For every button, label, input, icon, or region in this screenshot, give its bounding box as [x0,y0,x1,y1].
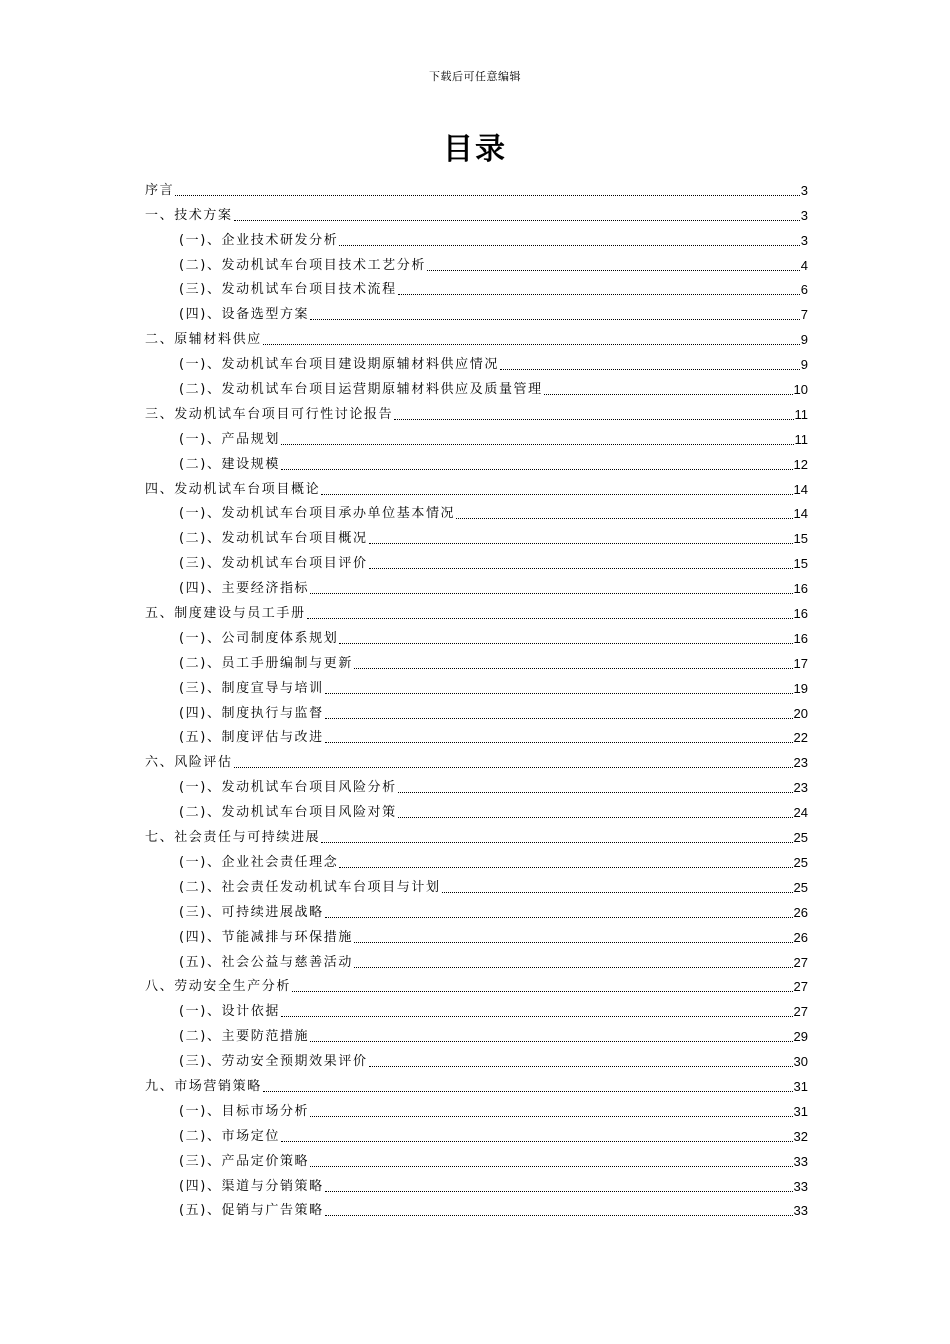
toc-page-number: 15 [793,556,808,572]
toc-leader-dots [325,917,793,918]
toc-entry-label: 七、社会责任与可持续进展 [145,830,321,846]
toc-page-number: 9 [800,332,808,348]
toc-entry[interactable] [145,423,808,448]
toc-page-number: 25 [793,854,808,870]
toc-entry[interactable] [145,572,808,597]
toc-entry[interactable] [145,796,808,821]
toc-leader-dots [321,842,792,843]
toc-page-number: 14 [793,506,808,522]
toc-entry-label: (一)、企业技术研发分析 [179,232,339,248]
toc-page-number: 16 [793,581,808,597]
toc-page-number: 3 [800,182,808,198]
toc-entry[interactable] [145,224,808,249]
toc-page-number: 11 [794,406,808,422]
toc-leader-dots [354,668,793,669]
toc-entry[interactable] [145,771,808,796]
toc-entry-label: (三)、劳动安全预期效果评价 [179,1054,368,1070]
toc-page-number: 26 [793,929,808,945]
toc-entry[interactable] [145,1120,808,1145]
toc-leader-dots [325,1215,793,1216]
toc-entry-label: (二)、社会责任发动机试车台项目与计划 [179,879,441,895]
toc-leader-dots [281,1016,793,1017]
toc-entry-label: 二、原辅材料供应 [145,332,262,348]
toc-page-number: 16 [793,630,808,646]
toc-entry-label: (二)、市场定位 [179,1128,280,1144]
toc-page-number: 17 [793,655,808,671]
toc-entry-label: (五)、社会公益与慈善活动 [179,954,353,970]
toc-entry[interactable] [145,1195,808,1220]
toc-leader-dots [325,742,793,743]
toc-entry[interactable] [145,498,808,523]
toc-entry-label: (一)、设计依据 [179,1004,280,1020]
toc-entry-label: 一、技术方案 [145,207,233,223]
toc-page-number: 14 [793,481,808,497]
toc-entry[interactable] [145,1170,808,1195]
toc-entry[interactable] [145,647,808,672]
toc-page-number: 20 [793,705,808,721]
toc-entry-label: (二)、发动机试车台项目风险对策 [179,805,397,821]
toc-page-number: 3 [800,232,808,248]
toc-entry[interactable] [145,995,808,1020]
toc-entry[interactable] [145,298,808,323]
toc-entry[interactable] [145,199,808,224]
toc-entry[interactable] [145,323,808,348]
toc-entry[interactable] [145,871,808,896]
toc-entry[interactable] [145,348,808,373]
toc-entry[interactable] [145,473,808,498]
toc-leader-dots [281,444,794,445]
toc-entry[interactable] [145,249,808,274]
toc-leader-dots [325,1191,793,1192]
toc-entry-label: (一)、企业社会责任理念 [179,854,339,870]
toc-page-number: 6 [800,282,808,298]
toc-leader-dots [281,469,793,470]
toc-page-number: 33 [793,1153,808,1169]
toc-entry-label: (四)、主要经济指标 [179,581,310,597]
toc-entry[interactable] [145,398,808,423]
toc-entry-label: (三)、可持续进展战略 [179,904,324,920]
toc-page-number: 33 [793,1178,808,1194]
toc-entry[interactable] [145,622,808,647]
toc-entry[interactable] [145,597,808,622]
toc-entry[interactable] [145,722,808,747]
toc-entry[interactable] [145,547,808,572]
toc-entry[interactable] [145,448,808,473]
toc-leader-dots [339,643,792,644]
toc-page-number: 12 [793,456,808,472]
toc-leader-dots [544,394,793,395]
header-note: 下载后可任意编辑 [429,70,521,83]
toc-leader-dots [310,319,800,320]
toc-entry[interactable] [145,697,808,722]
toc-page-number: 29 [793,1029,808,1045]
toc-page-number: 26 [793,904,808,920]
toc-entry-label: (三)、发动机试车台项目技术流程 [179,282,397,298]
toc-entry-label: 四、发动机试车台项目概论 [145,481,321,497]
toc-entry[interactable] [145,1020,808,1045]
toc-page-number: 7 [800,307,808,323]
toc-leader-dots [325,718,793,719]
toc-page-number: 30 [793,1054,808,1070]
toc-page-number: 9 [800,357,808,373]
toc-leader-dots [310,1041,792,1042]
toc-entry[interactable] [145,821,808,846]
toc-leader-dots [234,220,800,221]
toc-entry-label: (一)、目标市场分析 [179,1103,310,1119]
toc-entry-label: (一)、公司制度体系规划 [179,630,339,646]
toc-leader-dots [394,419,793,420]
toc-leader-dots [339,245,799,246]
toc-page-number: 27 [793,954,808,970]
toc-entry-label: (四)、制度执行与监督 [179,705,324,721]
toc-leader-dots [442,892,793,893]
toc-entry-label: (四)、节能减排与环保措施 [179,929,353,945]
toc-page-number: 23 [793,780,808,796]
toc-leader-dots [310,1166,792,1167]
toc-leader-dots [369,568,793,569]
toc-entry[interactable] [145,746,808,771]
toc-entry-label: (五)、制度评估与改进 [179,730,324,746]
toc-entry[interactable] [145,174,808,199]
toc-leader-dots [321,494,792,495]
toc-entry-label: (四)、设备选型方案 [179,307,310,323]
toc-page-number: 11 [794,431,808,447]
toc-entry[interactable] [145,1095,808,1120]
toc-leader-dots [500,369,800,370]
toc-entry-label: (二)、发动机试车台项目技术工艺分析 [179,257,426,273]
toc-leader-dots [292,991,793,992]
toc-page-number: 32 [793,1128,808,1144]
table-of-contents [145,174,808,1219]
toc-leader-dots [310,593,792,594]
toc-entry-label: (二)、发动机试车台项目概况 [179,531,368,547]
toc-leader-dots [398,817,793,818]
toc-entry[interactable] [145,921,808,946]
toc-entry[interactable] [145,672,808,697]
toc-page-number: 15 [793,531,808,547]
toc-entry[interactable] [145,274,808,299]
toc-entry[interactable] [145,1145,808,1170]
toc-entry[interactable] [145,373,808,398]
toc-page-number: 27 [793,979,808,995]
toc-entry[interactable] [145,522,808,547]
toc-page-number: 31 [793,1103,808,1119]
toc-leader-dots [456,518,792,519]
toc-entry-label: (三)、发动机试车台项目评价 [179,556,368,572]
toc-entry[interactable] [145,846,808,871]
toc-entry[interactable] [145,971,808,996]
toc-leader-dots [307,618,793,619]
toc-page-number: 23 [793,755,808,771]
toc-entry-label: 三、发动机试车台项目可行性讨论报告 [145,406,394,422]
toc-entry-label: 八、劳动安全生产分析 [145,979,292,995]
toc-page-number: 3 [800,207,808,223]
toc-page-number: 16 [793,606,808,622]
toc-page-number: 22 [793,730,808,746]
toc-page-number: 19 [793,680,808,696]
toc-entry-label: 九、市场营销策略 [145,1078,262,1094]
toc-leader-dots [234,767,793,768]
toc-entry-label: (二)、发动机试车台项目运营期原辅材料供应及质量管理 [179,382,543,398]
toc-page-number: 27 [793,1004,808,1020]
toc-leader-dots [354,942,793,943]
toc-page-number: 31 [793,1078,808,1094]
toc-leader-dots [398,792,793,793]
toc-entry-label: (五)、促销与广告策略 [179,1203,324,1219]
toc-leader-dots [369,1066,793,1067]
toc-leader-dots [325,693,793,694]
toc-entry[interactable] [145,1070,808,1095]
toc-leader-dots [369,543,793,544]
toc-entry-label: 五、制度建设与员工手册 [145,606,306,622]
toc-entry-label: (一)、发动机试车台项目建设期原辅材料供应情况 [179,357,499,373]
toc-entry-label: (二)、建设规模 [179,456,280,472]
toc-entry-label: (三)、制度宣导与培训 [179,680,324,696]
page-title: 目录 [443,132,507,167]
toc-entry-label: (一)、发动机试车台项目承办单位基本情况 [179,506,456,522]
toc-entry[interactable] [145,946,808,971]
toc-leader-dots [281,1141,793,1142]
toc-leader-dots [310,1116,792,1117]
toc-leader-dots [263,1091,793,1092]
toc-page-number: 33 [793,1203,808,1219]
toc-leader-dots [427,270,800,271]
toc-leader-dots [175,195,800,196]
toc-leader-dots [398,294,800,295]
toc-entry-label: (一)、产品规划 [179,431,280,447]
toc-page-number: 25 [793,879,808,895]
toc-leader-dots [263,344,800,345]
toc-page-number: 25 [793,830,808,846]
toc-leader-dots [354,967,793,968]
toc-entry-label: (三)、产品定价策略 [179,1153,310,1169]
toc-entry[interactable] [145,896,808,921]
toc-entry-label: (二)、员工手册编制与更新 [179,655,353,671]
toc-entry-label: 序言 [145,182,175,198]
toc-page-number: 24 [793,805,808,821]
toc-page-number: 4 [800,257,808,273]
toc-entry-label: (二)、主要防范措施 [179,1029,310,1045]
toc-entry-label: (四)、渠道与分销策略 [179,1178,324,1194]
toc-page-number: 10 [793,382,808,398]
toc-entry-label: (一)、发动机试车台项目风险分析 [179,780,397,796]
toc-leader-dots [339,867,792,868]
toc-entry[interactable] [145,1045,808,1070]
toc-entry-label: 六、风险评估 [145,755,233,771]
